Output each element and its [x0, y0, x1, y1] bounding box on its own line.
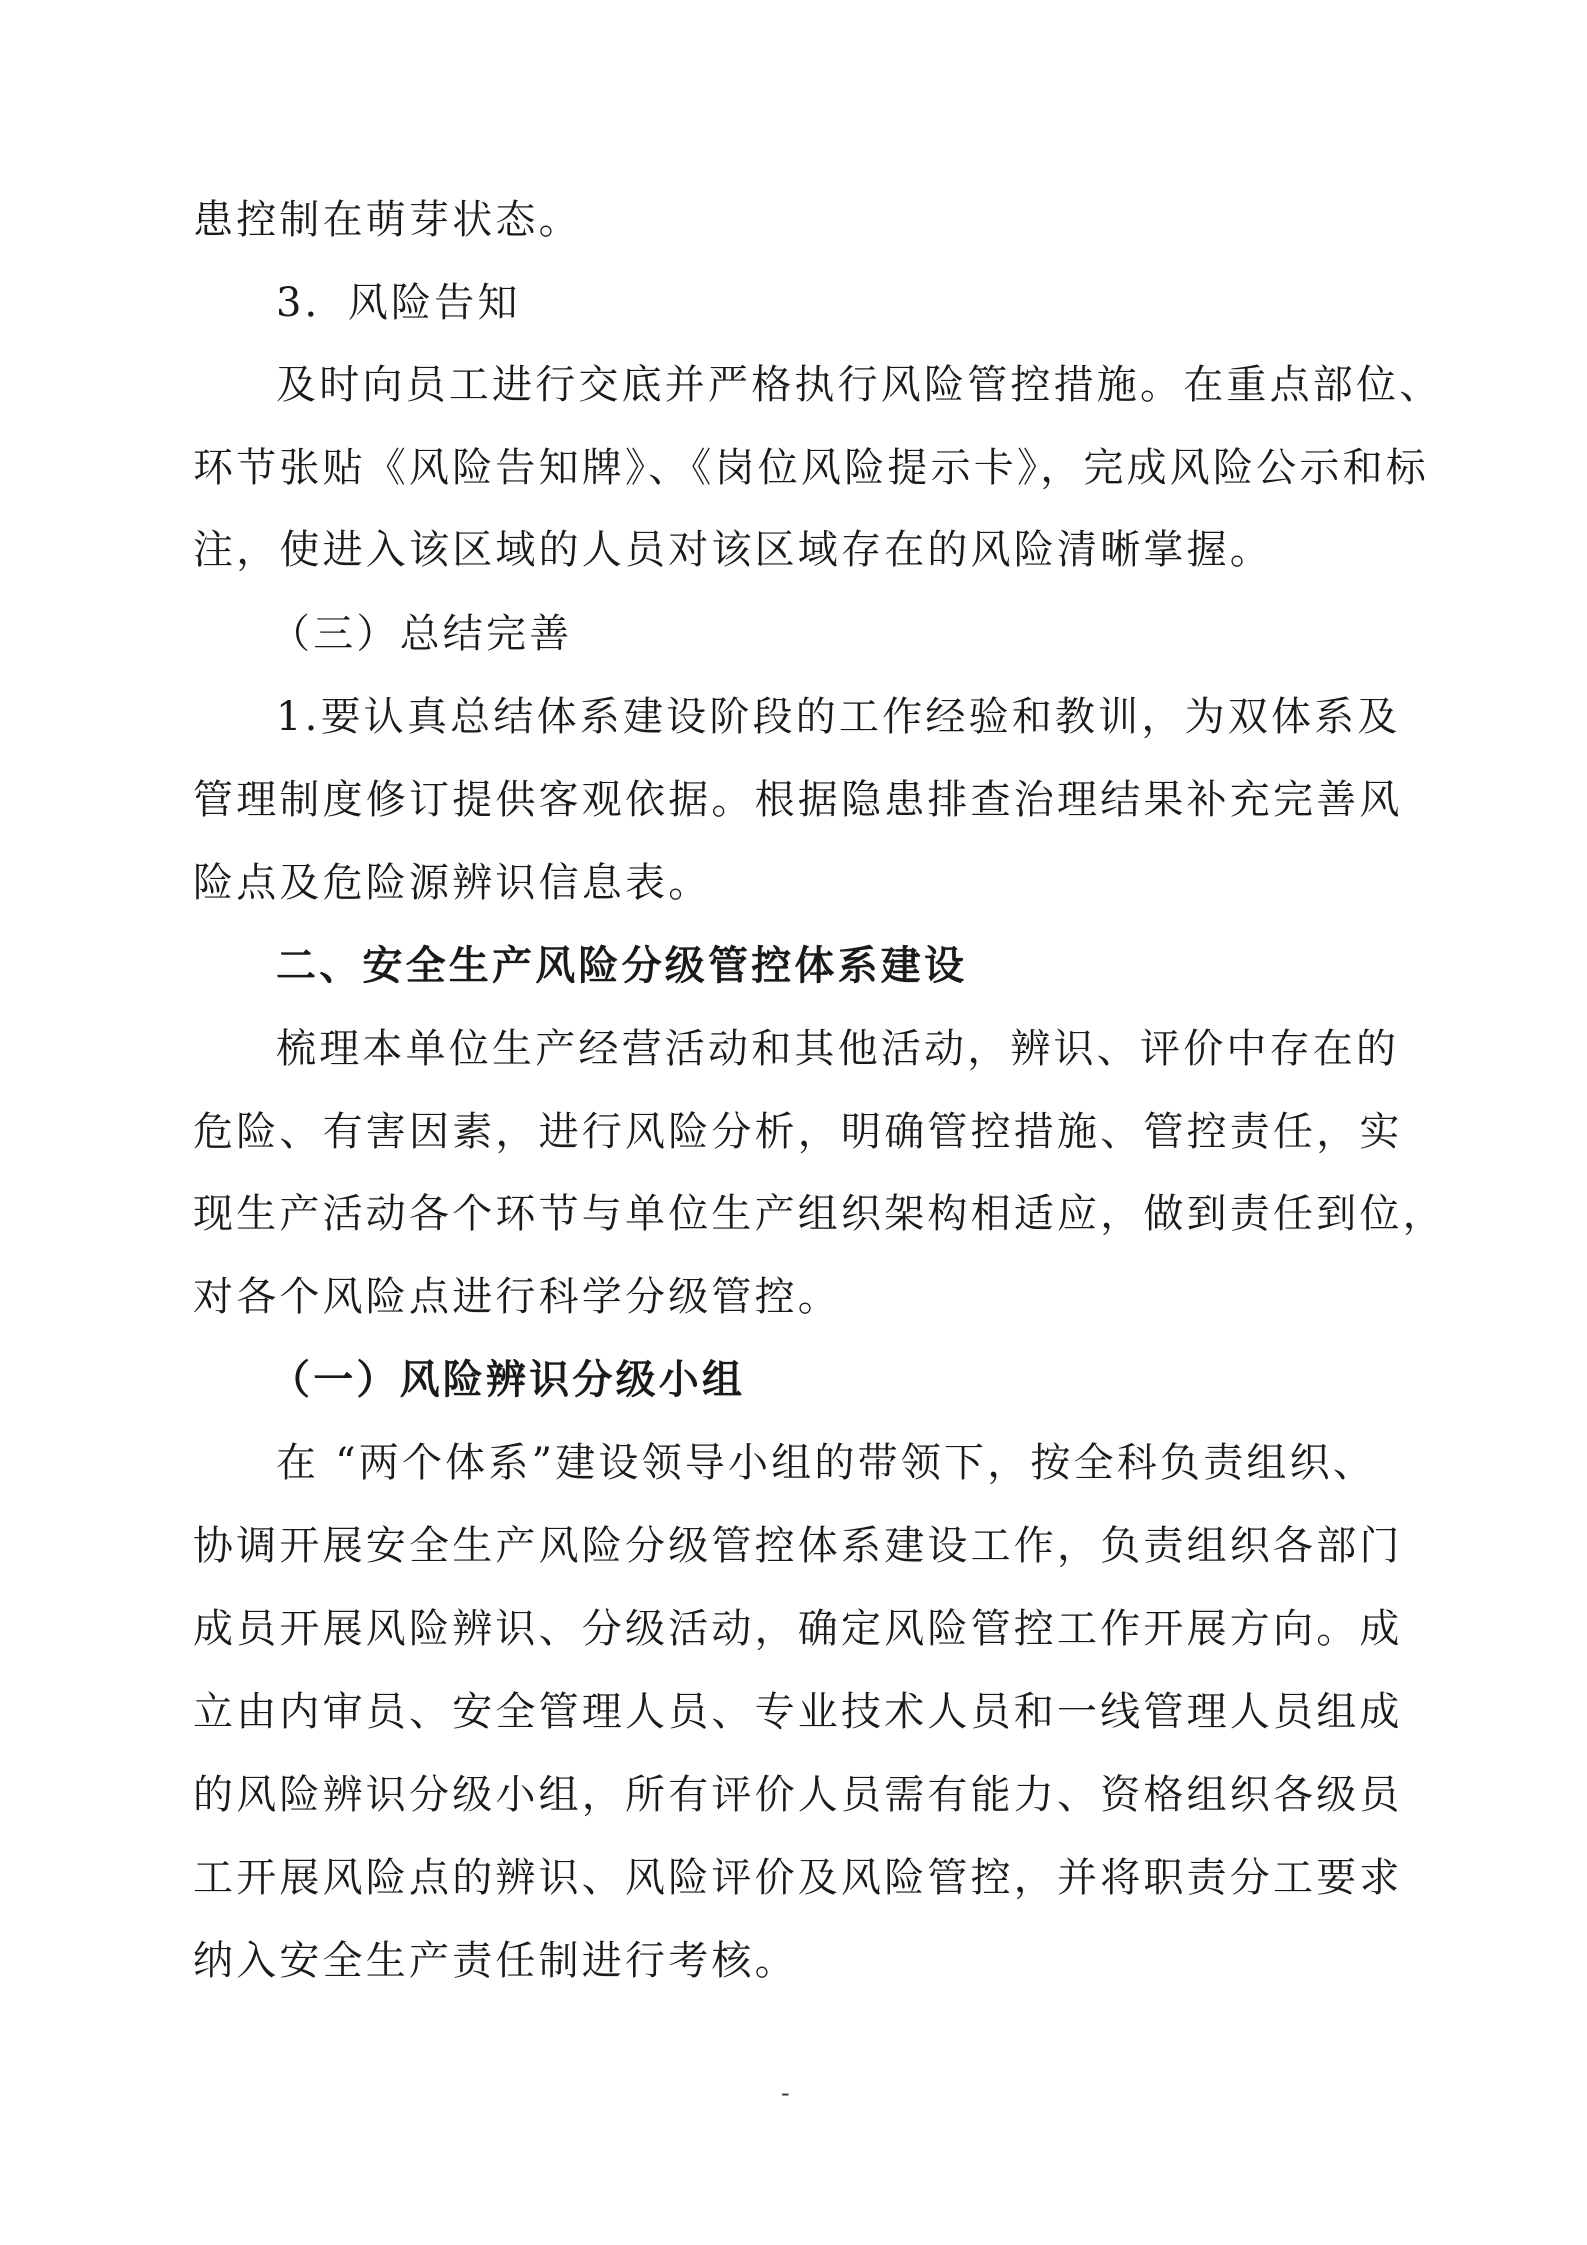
- paragraph-line: 管理制度修订提供客观依据。根据隐患排查治理结果补充完善风: [193, 777, 1403, 823]
- paragraph-line: 1.要认真总结体系建设阶段的工作经验和教训，为双体系及: [276, 694, 1401, 740]
- paragraph-line: 危险、有害因素，进行风险分析，明确管控措施、管控责任，实: [193, 1109, 1403, 1155]
- paragraph-line: 现生产活动各个环节与单位生产组织架构相适应，做到责任到位，: [193, 1191, 1446, 1237]
- paragraph-line: 立由内审员、安全管理人员、专业技术人员和一线管理人员组成: [193, 1689, 1403, 1735]
- paragraph-line: 在 “两个体系”建设领导小组的带领下，按全科负责组织、: [276, 1440, 1377, 1486]
- paragraph-line: 协调开展安全生产风险分级管控体系建设工作，负责组织各部门: [193, 1523, 1403, 1569]
- paragraph-line: 工开展风险点的辨识、风险评价及风险管控，并将职责分工要求: [193, 1855, 1403, 1901]
- chapter-heading-risk-control-system: 二、安全生产风险分级管控体系建设: [276, 942, 968, 989]
- paragraph-continuation-line: 患控制在萌芽状态。: [193, 197, 582, 243]
- subsection-heading-risk-notice: 3．风险告知: [276, 280, 521, 326]
- section-heading-summary: （三）总结完善: [270, 611, 573, 657]
- paragraph-line: 纳入安全生产责任制进行考核。: [193, 1938, 798, 1984]
- paragraph-line: 险点及危险源辨识信息表。: [193, 860, 712, 906]
- page-number: -: [781, 2079, 790, 2107]
- paragraph-line: 梳理本单位生产经营活动和其他活动，辨识、评价中存在的: [276, 1026, 1400, 1072]
- section-heading-risk-group: （一）风险辨识分级小组: [270, 1356, 746, 1403]
- paragraph-line: 成员开展风险辨识、分级活动，确定风险管控工作开展方向。成: [193, 1606, 1403, 1652]
- paragraph-line: 对各个风险点进行科学分级管控。: [193, 1274, 841, 1320]
- paragraph-line: 及时向员工进行交底并严格执行风险管控措施。在重点部位、: [276, 362, 1443, 408]
- paragraph-line: 注，使进入该区域的人员对该区域存在的风险清晰掌握。: [193, 527, 1273, 573]
- paragraph-line: 环节张贴《风险告知牌》、《岗位风险提示卡》，完成风险公示和标: [193, 445, 1429, 491]
- paragraph-line: 的风险辨识分级小组，所有评价人员需有能力、资格组织各级员: [193, 1772, 1403, 1818]
